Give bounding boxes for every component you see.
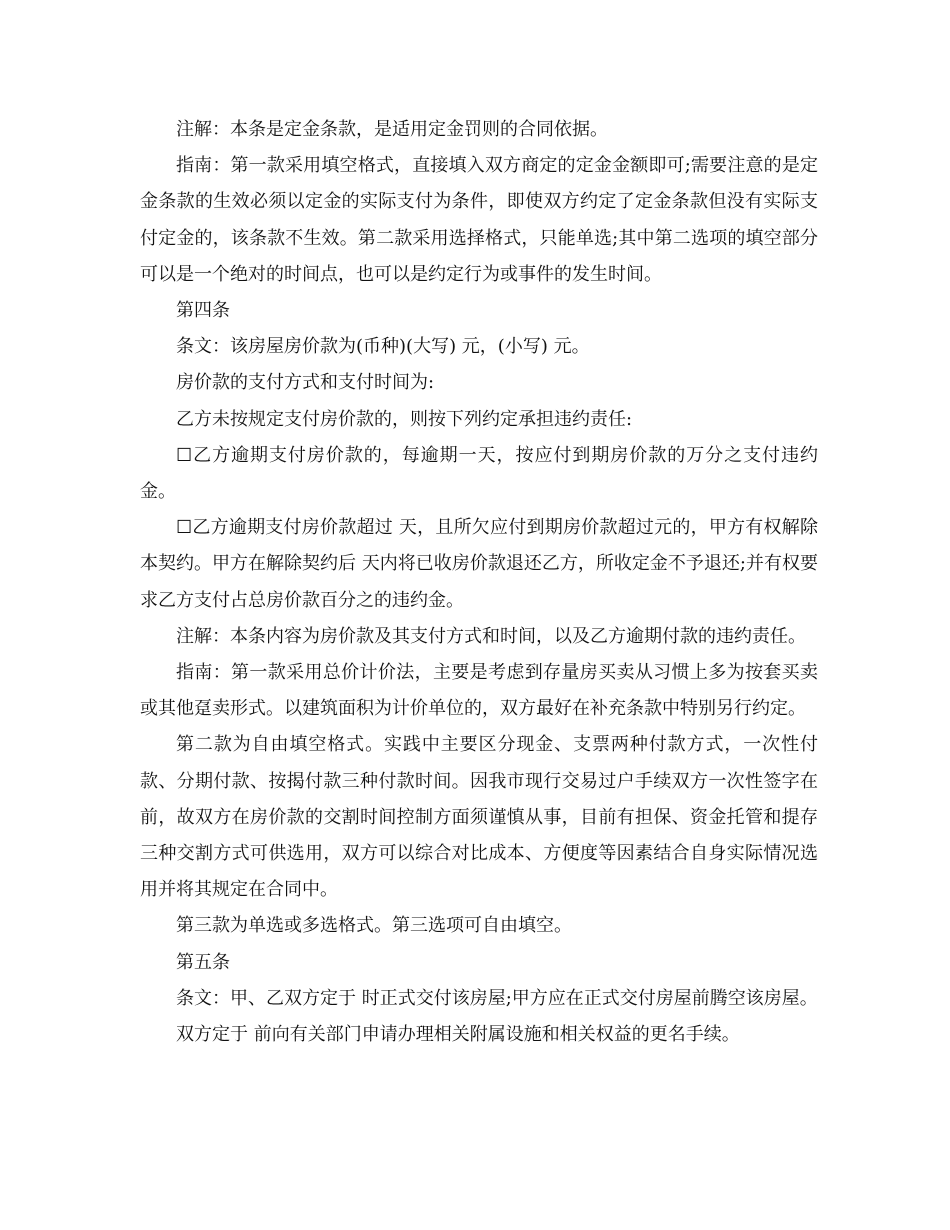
checkbox-option-late-payment: ☐乙方逾期支付房价款的，每逾期一天，按应付到期房价款的万分之支付违约金。 [140, 444, 818, 503]
paragraph-clause-3: 第三款为单选或多选格式。第三选项可自由填空。 [176, 915, 572, 937]
paragraph-guide-price: 指南：第一款采用总价计价法，主要是考虑到存量房买卖从习惯上多为按套买卖或其他趸卖形式。以建筑面积为计价单位的，双方最好在补充条款中特别另行约定。 [140, 662, 818, 720]
paragraph-payment-method: 房价款的支付方式和支付时间为: [176, 372, 435, 394]
paragraph-article-5-text: 条文：甲、乙双方定于 时正式交付该房屋;甲方应在正式交付房屋前腾空该房屋。 [176, 987, 818, 1009]
article-heading-5: 第五条 [176, 951, 230, 973]
paragraph-note-deposit: 注解：本条是定金条款，是适用定金罚则的合同依据。 [176, 119, 608, 140]
paragraph-guide-deposit: 指南：第一款采用填空格式，直接填入双方商定的定金金额即可;需要注意的是定金条款的生效必须以定金的实际支付为条件，即使双方约定了定金条款但没有实际支付定金的，该条款不生效。第二款采用选择格式，只能单选;其中第二选项的填空部分可以是一个绝对的时间点，也可以是约定行为或事件的发生时间。 [140, 155, 818, 285]
paragraph-note-price: 注解：本条内容为房价款及其支付方式和时间，以及乙方逾期付款的违约责任。 [176, 625, 806, 647]
paragraph-article-4-text: 条文：该房屋房价款为(币种)(大写) 元，(小写) 元。 [176, 336, 590, 358]
paragraph-clause-2: 第二款为自由填空格式。实践中主要区分现金、支票两种付款方式，一次性付款、分期付款、按揭付款三种付款时间。因我市现行交易过户手续双方一次性签字在前，故双方在房价款的交割时间控制方面须谨慎从事，目前有担保、资金托管和提存三种交割方式可供选用，双方可以综合对比成本、方便度等因素结合自身实际情况选用并将其规定在合同中。 [140, 734, 818, 901]
checkbox-option-termination: ☐乙方逾期支付房价款超过 天，且所欠应付到期房价款超过元的，甲方有权解除本契约。甲方在解除契约后 天内将已收房价款退还乙方，所收定金不予退还;并有权要求乙方支付占总房价款百分之的违约金。 [140, 517, 818, 611]
article-heading-4: 第四条 [176, 300, 230, 322]
document-body [140, 112, 818, 1053]
paragraph-breach-intro: 乙方未按规定支付房价款的，则按下列约定承担违约责任: [176, 408, 633, 430]
paragraph-rename-procedure: 双方定于 前向有关部门申请办理相关附属设施和相关权益的更名手续。 [176, 1024, 740, 1046]
